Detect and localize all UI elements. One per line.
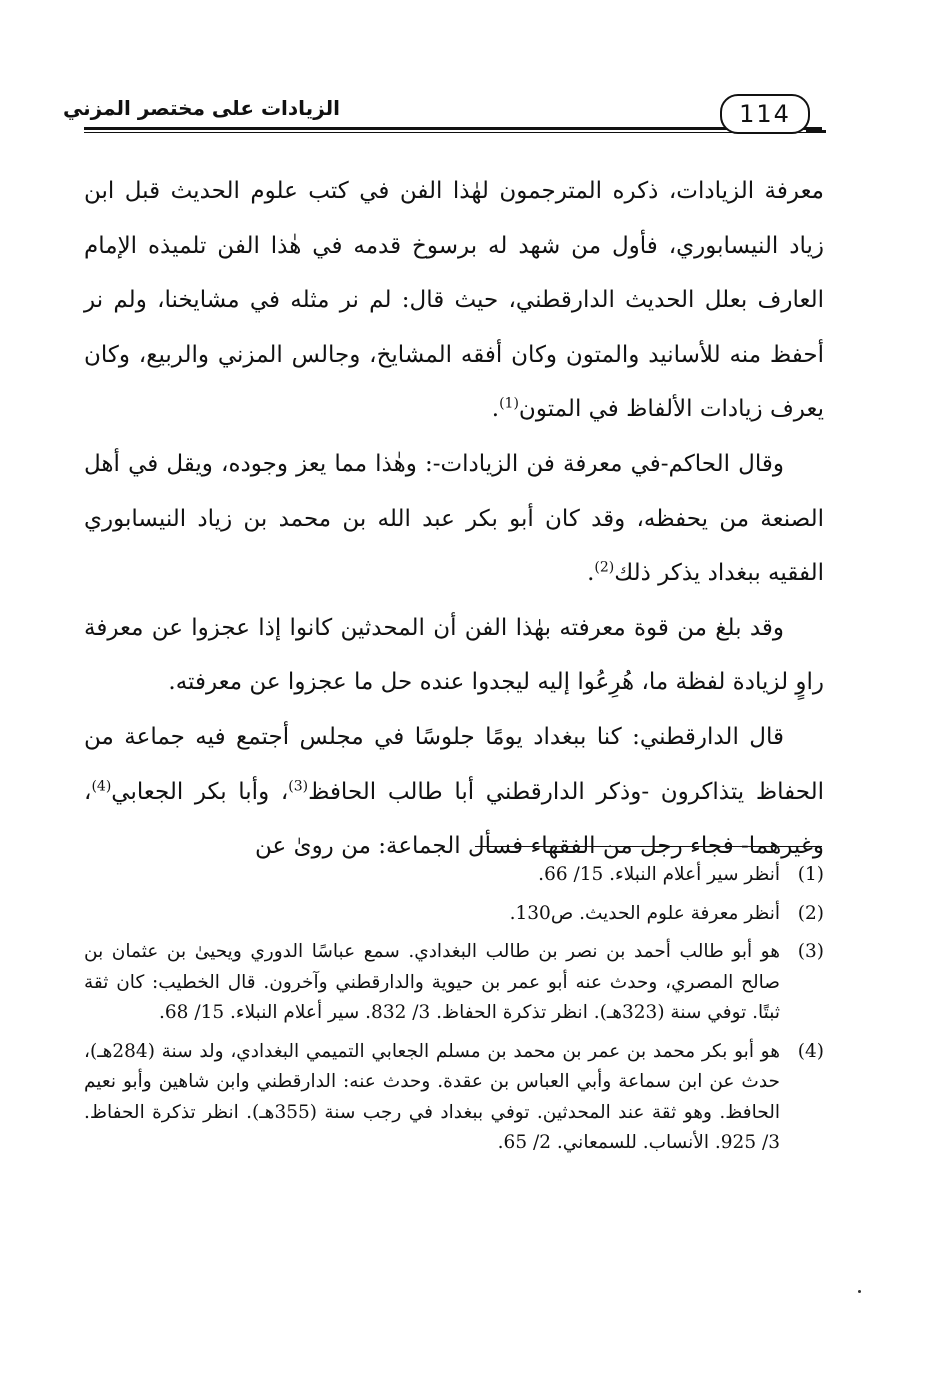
- header-rule-thin: [84, 132, 822, 133]
- paragraph-text: معرفة الزيادات، ذكره المترجمون لهٰذا الفن في كتب علوم الحديث قبل ابن زياد النيسابوري، فأول من شهد له برسوخ قدمه في هٰذا الفن تلميذه الإمام العارف بعلل الحديث الدارقطني، حيث قال: لم نر مثله في مشايخنا، ولم نر أحفظ منه للأسانيد والمتون وكان أفقه المشايخ، وجالس المزني والربيع، وكان يعرف زيادات الألفاظ في المتون: [84, 178, 824, 423]
- footnote-3: [84, 937, 824, 1029]
- paragraph-text: ، وغيرهما- فجاء رجل من الفقهاء فسأل الجماعة: من روىٰ عن: [84, 778, 824, 860]
- paragraph-4: [84, 710, 824, 874]
- footnote-text: هو أبو طالب أحمد بن نصر بن طالب البغدادي. سمع عباسًا الدوري ويحيىٰ بن عثمان بن صالح المصري، وحدث عنه أبو عمر بن حيوية والدارقطني وآخرون. قال الخطيب: كان ثقة ثبتًا. توفي سنة (323هـ). انظر تذكرة الحفاظ. 3/ 832. سير أعلام النبلاء. 15/ 68.: [84, 941, 780, 1023]
- footnote-2: [84, 899, 824, 930]
- header-rule: [84, 127, 822, 130]
- footnote-ref: (3): [288, 777, 309, 794]
- footnote-text: أنظر سير أعلام النبلاء. 15/ 66.: [538, 864, 780, 885]
- footnote-ref: (4): [91, 777, 112, 794]
- main-text: [84, 164, 824, 874]
- paragraph-tail: .: [587, 560, 595, 587]
- footnote-number: (4): [797, 1040, 824, 1062]
- footnote-number: (1): [797, 864, 824, 885]
- footnote-4: [84, 1037, 824, 1159]
- paragraph-2: [84, 437, 824, 601]
- footnotes: [84, 860, 824, 1167]
- paragraph-3: [84, 601, 824, 710]
- page-number: 114: [720, 94, 810, 134]
- footnote-separator: [475, 846, 822, 847]
- paragraph-text: قال الدارقطني: كنا ببغداد يومًا جلوسًا في مجلس أجتمع فيه جماعة من الحفاظ يتذاكرون -وذكر الدارقطني أبا طالب الحافظ: [84, 723, 824, 805]
- running-title: الزيادات على مختصر المزني: [62, 96, 340, 120]
- paragraph-text: وقال الحاكم-في معرفة فن الزيادات-: وهٰذا مما يعز وجوده، ويقل في أهل الصنعة من يحفظه، وقد كان أبو بكر عبد الله بن محمد بن زياد النيسابوري الفقيه ببغداد يذكر ذلك: [84, 450, 824, 587]
- footnote-number: (2): [797, 902, 824, 924]
- paragraph-text: وقد بلغ من قوة معرفته بهٰذا الفن أن المحدثين كانوا إذا عجزوا عن معرفة راوٍ لزيادة لفظة ما، هُرِعُوا إليه ليجدوا عنده حل ما عجزوا عن معرفته.: [84, 614, 824, 696]
- paragraph-tail: .: [491, 396, 500, 423]
- footnote-ref: (2): [594, 559, 615, 576]
- paragraph-1: [84, 164, 824, 437]
- footnote-text: هو أبو بكر محمد بن عمر بن محمد بن مسلم الجعابي التميمي البغدادي، ولد سنة (284هـ)، حدث عن ابن سماعة وأبي العباس بن عقدة. وحدث عنه: الدارقطني وابن شاهين وأبو نعيم الحافظ. وهو ثقة عند المحدثين. توفي ببغداد في رجب سنة (355هـ). انظر تذكرة الحفاظ. 3/ 925. الأنساب. للسمعاني. 2/ 65.: [84, 1040, 780, 1153]
- footnote-ref: (1): [499, 395, 519, 412]
- footnote-1: [84, 860, 824, 891]
- footnote-number: (3): [797, 941, 824, 962]
- footnote-text: أنظر معرفة علوم الحديث. ص130.: [509, 902, 780, 924]
- paragraph-text: ، وأبا بكر الجعابي: [111, 778, 289, 805]
- scan-speck: [858, 1290, 861, 1293]
